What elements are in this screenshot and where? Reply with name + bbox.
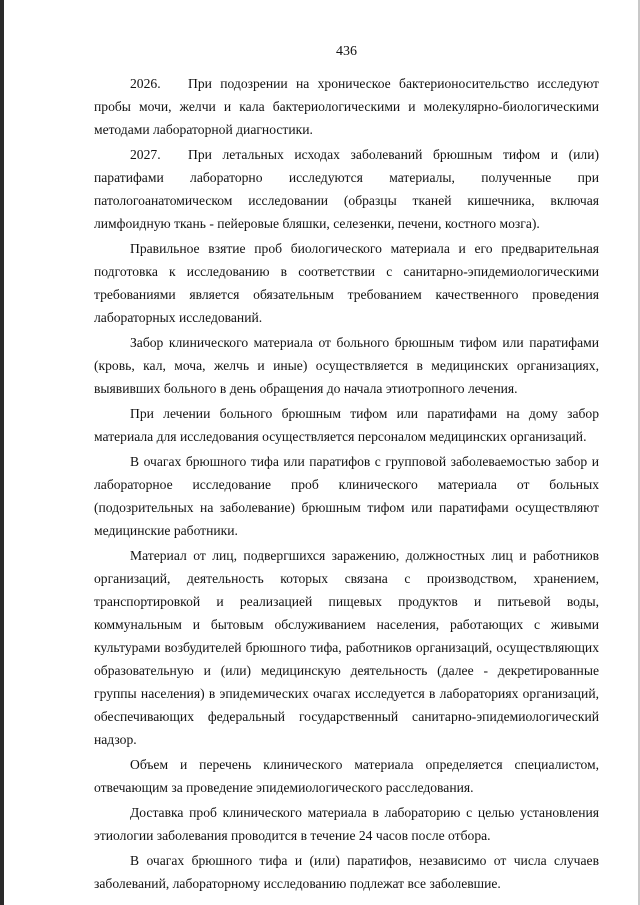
paragraph-text: При подозрении на хроническое бактерионосительство исследуют пробы мочи, желчи и кала бактериологическими и молекулярно-биологическими методами лабораторной диагностики. — [94, 76, 599, 137]
paragraph-text: Правильное взятие проб биологического материала и его предварительная подготовка к исследованию в соответствии с санитарно-эпидемиологическими требованиями является обязательным требованием качественного проведения лабораторных исследований. — [94, 241, 599, 325]
paragraph-2026 — [94, 72, 599, 141]
paragraph-group-outbreak — [94, 450, 599, 542]
paragraph-sampling — [94, 237, 599, 329]
paragraph-2027 — [94, 143, 599, 235]
paragraph-text: В очагах брюшного тифа или паратифов с групповой заболеваемостью забор и лабораторное исследование проб клинического материала от больных (подозрительных на заболевание) брюшным тифом или паратифами осуществляют медицинские работники. — [94, 454, 599, 538]
clause-number: 2026. — [130, 76, 161, 91]
paragraph-contacts — [94, 544, 599, 751]
paragraph-delivery — [94, 801, 599, 847]
page-number: 436 — [336, 44, 357, 59]
clause-number: 2027. — [130, 147, 161, 162]
paragraph-text: Доставка проб клинического материала в лабораторию с целью установления этиологии заболевания проводится в течение 24 часов после отбора. — [94, 805, 599, 843]
paragraph-home-treatment — [94, 402, 599, 448]
paragraph-all-cases — [94, 849, 599, 895]
paragraph-text: Объем и перечень клинического материала определяется специалистом, отвечающим за проведение эпидемиологического расследования. — [94, 757, 599, 795]
scan-edge-left — [0, 0, 4, 905]
paragraph-text: Материал от лиц, подвергшихся заражению, должностных лиц и работников организаций, деятельность которых связана с производством, хранением, транспортировкой и реализацией пищевых продуктов и питьевой воды, коммунальным и бытовым обслуживанием населения, работающих с живыми культурами возбудителей брюшного тифа, работников организаций, осуществляющих образовательную и (или) медицинскую деятельность (далее - декретированные группы населения) в эпидемических очагах исследуется в лабораториях организаций, обеспечивающих федеральный государственный санитарно-эпидемиологический надзор. — [94, 548, 599, 747]
paragraph-text: При лечении больного брюшным тифом или паратифами на дому забор материала для исследования осуществляется персоналом медицинских организаций. — [94, 406, 599, 444]
paragraph-text: В очагах брюшного тифа и (или) паратифов, независимо от числа случаев заболеваний, лабораторному исследованию подлежат все заболевшие. — [94, 853, 599, 891]
paragraph-scope — [94, 753, 599, 799]
paragraph-text: При летальных исходах заболеваний брюшным тифом и (или) паратифами лабораторно исследуются материалы, полученные при патологоанатомическом исследовании (образцы тканей кишечника, включая лимфоидную ткань - пейеровые бляшки, селезенки, печени, костного мозга). — [94, 147, 599, 231]
paragraph-collection — [94, 331, 599, 400]
paragraph-text: Забор клинического материала от больного брюшным тифом или паратифами (кровь, кал, моча, желчь и иные) осуществляется в медицинских организациях, выявивших больного в день обращения до начала этиотропного лечения. — [94, 335, 599, 396]
